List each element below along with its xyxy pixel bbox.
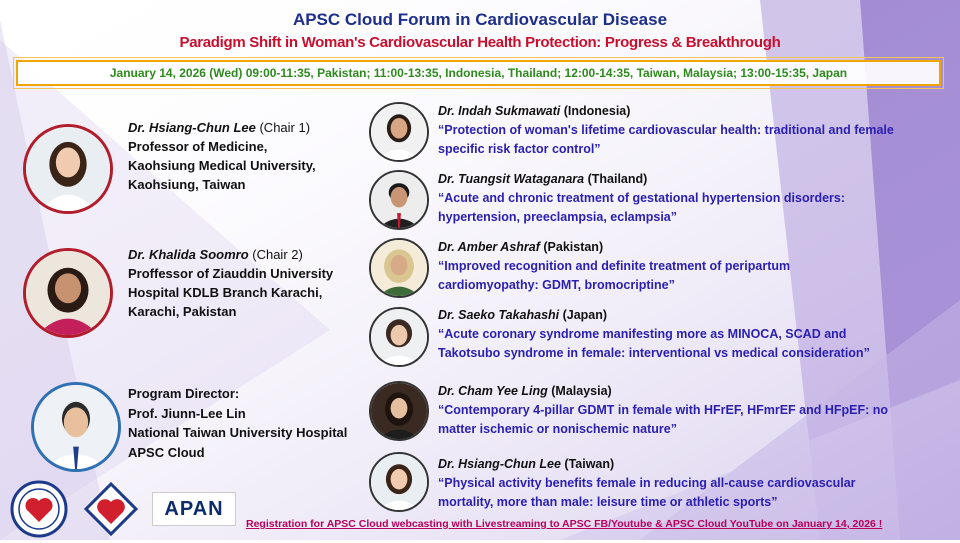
chair1-name: Dr. Hsiang-Chun Lee [128, 120, 256, 135]
speaker4-photo [369, 307, 429, 367]
chair1-line: Kaohsiung, Taiwan [128, 177, 246, 192]
chair2-info [128, 245, 333, 321]
speaker1-talk: “Protection of woman's lifetime cardiovascular health: traditional and female [438, 123, 894, 137]
speaker6-name: Dr. Hsiang-Chun Lee [438, 457, 561, 471]
speaker5-country: (Malaysia) [547, 384, 612, 398]
speaker1 [438, 102, 894, 159]
schedule-bar [16, 60, 941, 86]
chair2-line: Karachi, Pakistan [128, 304, 237, 319]
chair1-line: Professor of Medicine, [128, 139, 268, 154]
speaker6 [438, 455, 856, 512]
speaker4 [438, 306, 870, 363]
speaker6-talk: “Physical activity benefits female in reducing all-cause cardiovascular [438, 476, 856, 490]
speaker3 [438, 238, 790, 295]
page-subtitle: Paradigm Shift in Woman's Cardiovascular Health Protection: Progress & Breakthrough [179, 34, 781, 51]
chair2-photo [23, 248, 113, 338]
speaker2 [438, 170, 845, 227]
director-line: National Taiwan University Hospital [128, 425, 348, 440]
chair1-role: (Chair 1) [255, 120, 311, 135]
schedule-text: January 14, 2026 (Wed) 09:00-11:35, Pakistan; 11:00-13:35, Indonesia, Thailand; 12:00-14:35, Taiwan, Malaysia; 13:00-15:35, Japan [109, 66, 848, 80]
apan-logo [152, 492, 236, 526]
speaker4-talk: “Acute coronary syndrome manifesting more as MINOCA, SCAD and [438, 327, 847, 341]
speaker1-country: (Indonesia) [560, 104, 631, 118]
heart-hospital-logo [80, 480, 142, 538]
speaker5 [438, 382, 888, 439]
chair2-name: Dr. Khalida Soomro [128, 247, 249, 262]
speaker3-photo [369, 238, 429, 298]
chair1-info [128, 118, 316, 194]
speaker5-talk: matter ischemic or nonischemic nature” [438, 422, 677, 436]
director-info [128, 384, 347, 462]
speaker3-country: (Pakistan) [539, 240, 604, 254]
speaker6-country: (Taiwan) [560, 457, 615, 471]
speaker3-name: Dr. Amber Ashraf [438, 240, 540, 254]
chair1-photo [23, 124, 113, 214]
apan-logo-text: APAN [164, 497, 224, 520]
speaker6-talk: mortality, more than male: leisure time or athletic sports” [438, 495, 778, 509]
speaker2-country: (Thailand) [584, 172, 648, 186]
chair2-role: (Chair 2) [248, 247, 303, 262]
chair2-line: Hospital KDLB Branch Karachi, [128, 285, 323, 300]
speaker4-talk: Takotsubo syndrome in female: interventional vs medical consideration” [438, 346, 870, 360]
director-photo [31, 382, 121, 472]
speaker5-talk: “Contemporary 4-pillar GDMT in female with HFrEF, HFmrEF and HFpEF: no [438, 403, 889, 417]
director-line: APSC Cloud [128, 444, 205, 460]
speaker4-country: (Japan) [559, 308, 608, 322]
speaker2-photo [369, 170, 429, 230]
speaker3-talk: cardiomyopathy: GDMT, bromocriptine” [438, 278, 675, 292]
speaker1-talk: specific risk factor control” [438, 142, 601, 156]
speaker3-talk: “Improved recognition and definite treatment of peripartum [438, 259, 791, 273]
speaker4-name: Dr. Saeko Takahashi [438, 308, 560, 322]
registration-link[interactable]: Registration for APSC Cloud webcasting with Livestreaming to APSC FB/Youtube & APSC Cloud YouTube on January 14, 2026 ! [246, 518, 883, 530]
director-line: Program Director: [128, 386, 240, 401]
chair1-line: Kaohsiung Medical University, [128, 158, 316, 173]
page-title: APSC Cloud Forum in Cardiovascular Disease [292, 10, 668, 29]
speaker2-talk: “Acute and chronic treatment of gestational hypertension disorders: [438, 191, 846, 205]
speaker5-photo [369, 381, 429, 441]
speaker5-name: Dr. Cham Yee Ling [438, 384, 548, 398]
speaker1-name: Dr. Indah Sukmawati [438, 104, 561, 118]
speaker2-talk: hypertension, preeclampsia, eclampsia” [438, 210, 677, 224]
chair2-line: Proffessor of Ziauddin University [128, 266, 334, 281]
speaker1-photo [369, 102, 429, 162]
speaker6-photo [369, 452, 429, 512]
society-seal-logo [10, 480, 68, 538]
speaker2-name: Dr. Tuangsit Wataganara [438, 172, 585, 186]
director-line: Prof. Jiunn-Lee Lin [128, 405, 246, 421]
